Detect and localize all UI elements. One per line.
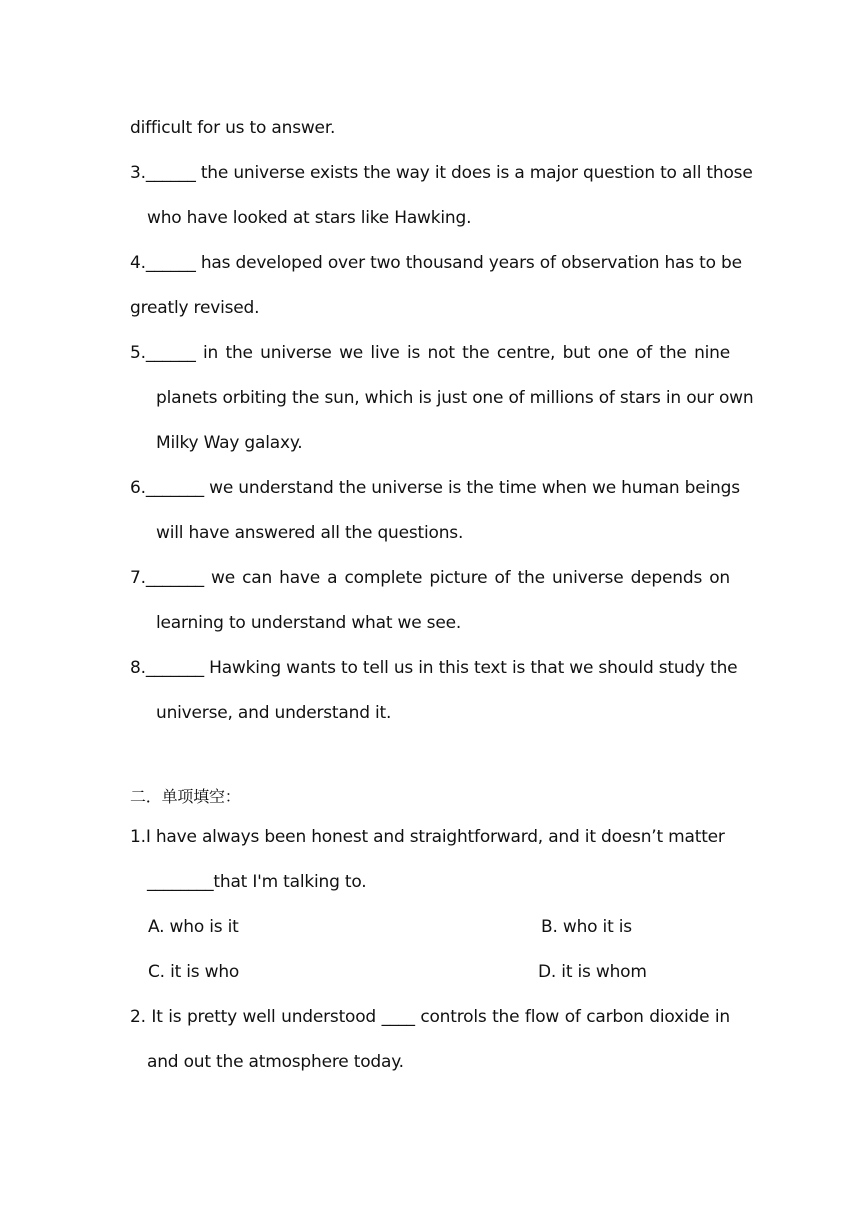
question-2-tail: difficult for us to answer. [130,118,336,138]
question-5-line-1: 5.______ in the universe we live is not the centre, but one of the nine [130,343,730,363]
mc-question-1-option-c: C. it is who [148,962,240,982]
question-4-line-1: 4.______ has developed over two thousand years of observation has to be [130,253,742,273]
question-3-line-2: who have looked at stars like Hawking. [147,208,472,228]
question-4-line-2: greatly revised. [130,298,260,318]
mc-question-2-line-1: 2. It is pretty well understood ____ controls the flow of carbon dioxide in [130,1007,730,1027]
question-3-line-1: 3.______ the universe exists the way it does is a major question to all those [130,163,753,183]
mc-question-1-line-1: 1.I have always been honest and straightforward, and it doesn’t matter [130,827,725,847]
mc-question-1-line-2: ________that I'm talking to. [147,872,367,892]
question-6-line-2: will have answered all the questions. [156,523,464,543]
mc-question-1-option-b: B. who it is [541,917,632,937]
question-7-line-1: 7._______ we can have a complete picture of the universe depends on [130,568,730,588]
mc-question-1-option-a: A. who is it [148,917,239,937]
question-7-line-2: learning to understand what we see. [156,613,462,633]
section-heading: 二．单项填空： [130,787,241,806]
question-5-line-2: planets orbiting the sun, which is just one of millions of stars in our own [156,388,754,408]
mc-question-2-line-2: and out the atmosphere today. [147,1052,404,1072]
question-8-line-1: 8._______ Hawking wants to tell us in this text is that we should study the [130,658,738,678]
mc-question-1-option-d: D. it is whom [538,962,647,982]
question-5-line-3: Milky Way galaxy. [156,433,303,453]
question-8-line-2: universe, and understand it. [156,703,392,723]
question-6-line-1: 6._______ we understand the universe is the time when we human beings [130,478,740,498]
